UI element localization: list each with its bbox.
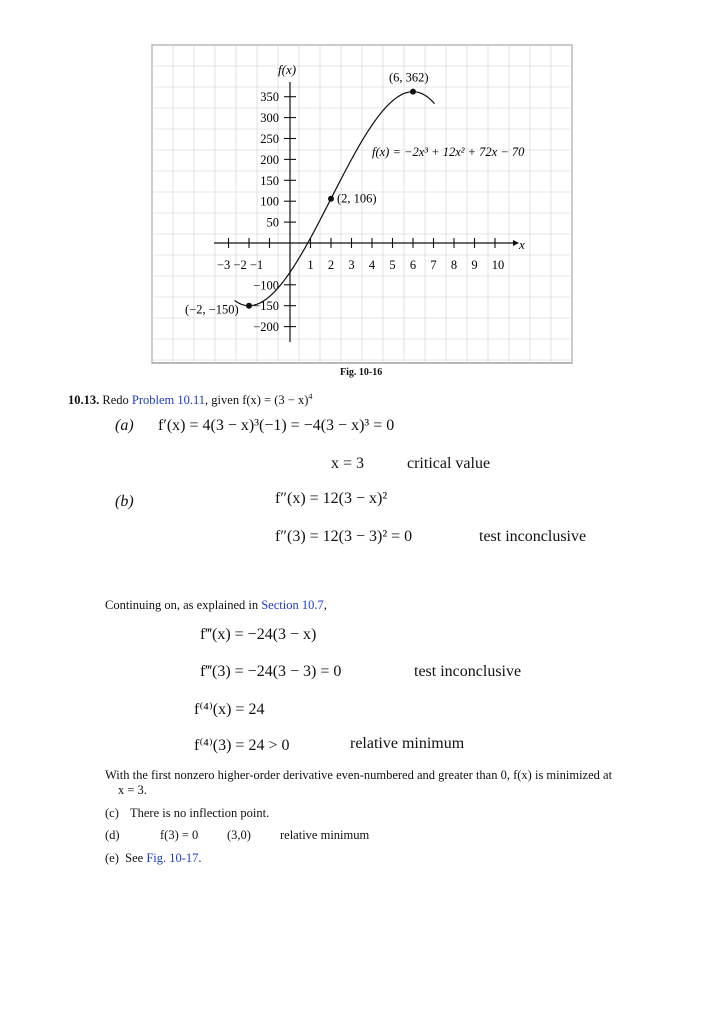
part-a-label: (a) (115, 417, 134, 434)
part-a-note: critical value (407, 455, 491, 472)
part-e-text: See (125, 851, 144, 865)
section-10-7-link[interactable]: Section 10.7 (261, 598, 324, 612)
y-tick-label: 100 (260, 194, 279, 209)
y-tick-label: −200 (253, 320, 279, 335)
part-c-text: There is no inflection point. (130, 806, 270, 820)
conclusion-line2: x = 3. (118, 783, 147, 797)
function-label: f(x) = −2x³ + 12x² + 72x − 70 (372, 145, 525, 159)
problem-statement (68, 393, 312, 408)
conclusion-line1: With the first nonzero higher-order derivative even-numbered and greater than 0, f(x) is minimized at (105, 768, 613, 782)
y-tick-label: 300 (260, 111, 279, 126)
part-d-point: (3,0) (227, 828, 251, 842)
point-label: (6, 362) (389, 70, 429, 85)
part-e (105, 851, 202, 866)
redo-text: Redo (102, 393, 129, 407)
x-tick-label: 5 (389, 258, 396, 272)
figure-caption: Fig. 10-16 (340, 367, 383, 378)
y-tick-label: 200 (260, 152, 279, 167)
part-d-eq: f(3) = 0 (160, 828, 199, 842)
x-tick-label: 1 (307, 258, 314, 272)
x-tick-label: 2 (327, 258, 335, 272)
continuing-tail: , (323, 598, 327, 612)
part-a-eq1: f′(x) = 4(3 − x)³(−1) = −4(3 − x)³ = 0 (158, 417, 395, 434)
third-derivative-at-3: f‴(3) = −24(3 − 3) = 0 (200, 663, 342, 680)
y-tick-label: 50 (266, 215, 279, 230)
problem-10-11-link[interactable]: Problem 10.11 (131, 393, 206, 407)
continuing-intro: Continuing on, as explained in (105, 598, 259, 612)
part-c-label: (c) (105, 806, 119, 820)
fourth-derivative-note: relative minimum (350, 735, 465, 752)
fourth-derivative-at-3: f⁽⁴⁾(3) = 24 > 0 (194, 737, 290, 754)
x-tick-label: 7 (430, 258, 437, 272)
x-tick-label: 10 (491, 258, 505, 272)
x-neg-tick-labels: −3 −2 −1 (217, 258, 264, 272)
critical-point-marker (328, 196, 334, 202)
third-derivative-note: test inconclusive (414, 663, 522, 680)
fig-10-17-link[interactable]: Fig. 10-17 (146, 851, 199, 865)
y-tick-label: 350 (260, 90, 279, 105)
point-label: (2, 106) (337, 191, 377, 206)
given-text: , given f(x) = (3 − x) (205, 393, 309, 407)
part-d-label: (d) (105, 828, 120, 842)
point-label: (−2, −150) (185, 302, 239, 317)
part-d-note: relative minimum (280, 828, 370, 842)
problem-number: 10.13. (68, 393, 100, 407)
critical-point-marker (410, 89, 416, 95)
y-tick-label: 150 (260, 173, 279, 188)
part-b-eq2: f″(3) = 12(3 − 3)² = 0 (275, 528, 413, 545)
cubic-graph (0, 0, 723, 380)
y-tick-label: −100 (253, 278, 279, 293)
part-b-eq1: f″(x) = 12(3 − x)² (275, 490, 388, 507)
part-e-tail: . (198, 851, 202, 865)
fourth-derivative-eq: f⁽⁴⁾(x) = 24 (194, 701, 265, 718)
part-e-label: (e) (105, 851, 119, 865)
x-tick-label: 6 (409, 258, 417, 272)
part-b-label: (b) (115, 493, 134, 510)
part-b-note: test inconclusive (479, 528, 587, 545)
given-exponent: 4 (308, 391, 313, 401)
x-tick-label: 9 (471, 258, 478, 272)
x-tick-label: 4 (368, 258, 376, 272)
y-tick-label: −150 (253, 299, 279, 314)
critical-point-marker (246, 303, 252, 309)
x-axis-label: x (519, 237, 525, 252)
continuing-text (105, 598, 327, 613)
third-derivative-eq: f‴(x) = −24(3 − x) (200, 626, 317, 643)
y-tick-label: 250 (260, 132, 279, 146)
part-a-eq2: x = 3 (331, 455, 365, 472)
y-axis-label: f(x) (278, 62, 297, 77)
x-tick-label: 8 (450, 258, 458, 272)
x-tick-label: 3 (348, 258, 355, 272)
